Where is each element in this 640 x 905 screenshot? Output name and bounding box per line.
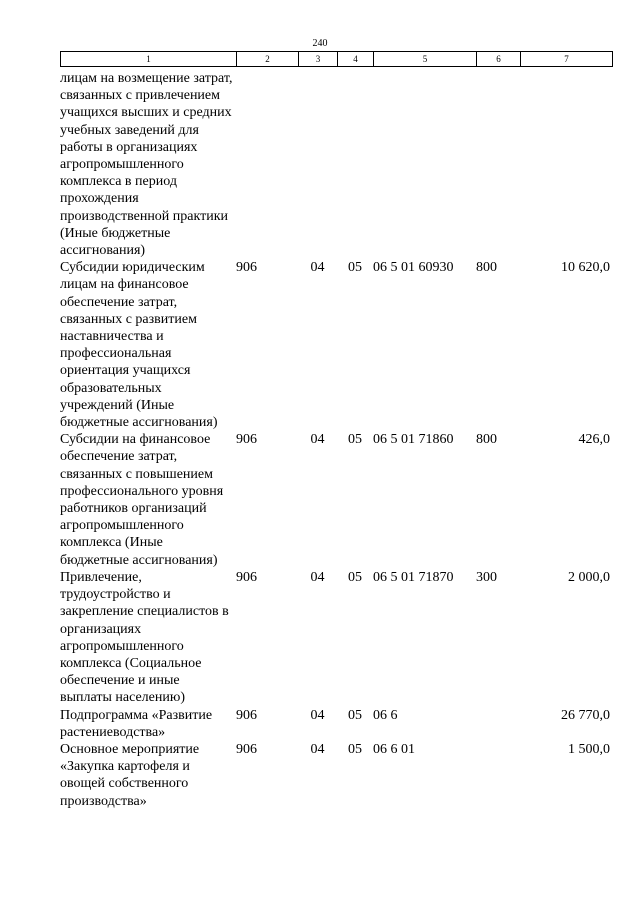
table-row	[60, 259, 612, 431]
column-header-table	[60, 51, 613, 67]
row-target-code	[373, 70, 476, 259]
column-number-cell: 2	[237, 52, 299, 67]
row-admin-code: 906	[236, 432, 257, 448]
column-number-cell: 6	[477, 52, 521, 67]
row-name: Субсидии юридическим лицам на финансовое обеспечение затрат, связанных с развитием наставничества и профессиональная ориентация учащихся образовательных учреждений (Иные бюджетные ассигнования)	[60, 260, 218, 431]
row-target-code: 06 5 01 71860	[373, 432, 454, 448]
column-number-cell: 5	[374, 52, 477, 67]
row-target-code: 06 5 01 71870	[373, 569, 454, 585]
page-number: 240	[312, 38, 328, 49]
row-name: Подпрограмма «Развитие растениеводства»	[60, 707, 213, 740]
row-subsection: 05	[348, 432, 362, 448]
table-row	[60, 70, 612, 259]
row-admin-code: 906	[236, 260, 257, 276]
row-section: 04	[310, 432, 325, 448]
column-number-cell: 1	[61, 52, 237, 67]
row-expense-type: 800	[476, 260, 497, 276]
table-row	[60, 707, 612, 741]
row-expense-type	[476, 70, 520, 259]
row-name: лицам на возмещение затрат, связанных с привлечением учащихся высших и средних учебных заведений для работы в организациях агропромышленного комплекса в период прохождения производственной практики (Иные бюджетные ассигнования)	[60, 71, 233, 259]
row-expense-type: 800	[476, 432, 497, 448]
row-admin-code: 906	[236, 741, 257, 757]
column-number-cell: 4	[338, 52, 374, 67]
row-section: 04	[310, 707, 325, 723]
row-amount: 26 770,0	[561, 707, 610, 723]
row-admin-code	[236, 70, 298, 259]
row-amount: 10 620,0	[561, 260, 610, 276]
row-amount: 426,0	[578, 432, 610, 448]
row-target-code: 06 6 01	[373, 741, 415, 757]
row-name: Основное мероприятие «Закупка картофеля и овощей собственного производства»	[60, 741, 200, 809]
row-section: 04	[310, 569, 325, 585]
row-subsection: 05	[348, 569, 362, 585]
column-number-row	[61, 52, 613, 67]
row-admin-code: 906	[236, 569, 257, 585]
budget-table	[60, 70, 612, 810]
row-subsection: 05	[348, 260, 362, 276]
row-expense-type	[476, 707, 520, 741]
row-name: Субсидии на финансовое обеспечение затрат, связанных с повышением профессионального уровня работников организаций агропромышленного комплекса (Иные бюджетные ассигнования)	[60, 432, 224, 568]
row-section: 04	[310, 741, 325, 757]
row-amount	[520, 70, 612, 259]
row-amount: 2 000,0	[568, 569, 610, 585]
row-expense-type: 300	[476, 569, 497, 585]
row-expense-type	[476, 741, 520, 810]
row-name: Привлечение, трудоустройство и закрепление специалистов в организациях агропромышленного комплекса (Социальное обеспечение и иные выплаты населению)	[60, 569, 229, 706]
row-section	[298, 70, 337, 259]
column-number-cell: 7	[521, 52, 613, 67]
table-row	[60, 741, 612, 810]
row-admin-code: 906	[236, 707, 257, 723]
table-row	[60, 431, 612, 569]
column-number-cell: 3	[299, 52, 338, 67]
table-row	[60, 569, 612, 707]
row-section: 04	[310, 260, 325, 276]
row-subsection	[337, 70, 373, 259]
row-target-code: 06 6	[373, 707, 398, 723]
row-target-code: 06 5 01 60930	[373, 260, 454, 276]
row-subsection: 05	[348, 707, 362, 723]
row-amount: 1 500,0	[568, 741, 610, 757]
row-subsection: 05	[348, 741, 362, 757]
